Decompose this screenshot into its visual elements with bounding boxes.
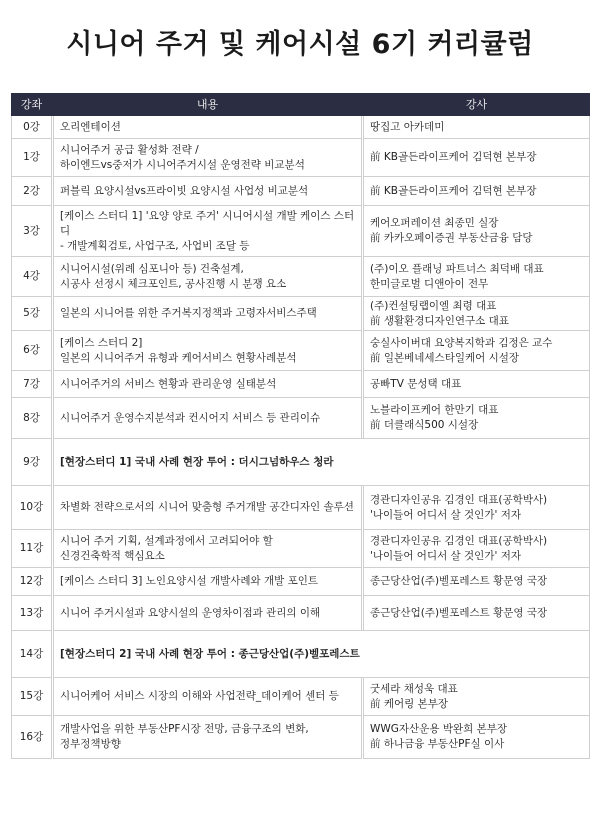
table-row <box>12 486 590 530</box>
session-lecturer <box>364 177 590 206</box>
session-number: 9강 <box>12 439 52 486</box>
session-content <box>54 371 362 398</box>
table-row <box>12 331 590 371</box>
session-lecturer <box>364 297 590 331</box>
session-lecturer <box>364 398 590 439</box>
lecturer-line: 굿세라 채성욱 대표 <box>370 682 458 695</box>
lecturer-line: 前 카카오페이증권 부동산금융 담당 <box>370 232 533 244</box>
session-number: 13강 <box>12 596 52 631</box>
lecturer-line: 前 더클래식500 시설장 <box>370 419 479 431</box>
content-line: 오리엔테이션 <box>60 120 121 133</box>
content-line: 시니어케어 서비스 시장의 이해와 사업전략_데이케어 센터 등 <box>60 690 339 702</box>
content-line: 일본의 시니어를 위한 주거복지정책과 고령자서비스주택 <box>60 307 317 319</box>
page-title: 시니어 주거 및 케어시설 6기 커리큘럼 <box>66 29 534 60</box>
session-content <box>54 206 362 257</box>
content-line: 시니어 주거 기획, 설계과정에서 고려되어야 할 <box>60 534 273 547</box>
table-row <box>12 439 590 486</box>
lecturer-line: (주)이오 플래닝 파트너스 최덕배 대표 <box>370 262 544 275</box>
table-row <box>12 257 590 297</box>
session-number: 14강 <box>12 631 52 678</box>
table-row <box>12 116 590 139</box>
content-line: 하이엔드vs중저가 시니어주거시설 운영전략 비교분석 <box>60 158 305 171</box>
content-line: [케이스 스터디 3] 노인요양시설 개발사례와 개발 포인트 <box>60 575 319 587</box>
session-content <box>54 568 362 596</box>
table-row <box>12 371 590 398</box>
lecturer-line: 前 케어링 본부장 <box>370 697 449 710</box>
lecturer-line: 공빠TV 문성택 대표 <box>370 377 462 390</box>
field-tour-cell: [현장스터디 2] 국내 사례 현장 투어 : 종근당산업(주)벨포레스트 <box>54 631 590 678</box>
content-line: 시공사 선정시 체크포인트, 공사진행 시 분쟁 요소 <box>60 277 287 290</box>
lecturer-line: 前 하나금융 부동산PF실 이사 <box>370 738 505 750</box>
session-number: 10강 <box>12 486 52 530</box>
lecturer-line: 땅집고 아카데미 <box>370 120 445 133</box>
session-lecturer <box>364 568 590 596</box>
session-number: 3강 <box>12 206 52 257</box>
content-line: 시니어시설(위례 심포니아 등) 건축설계, <box>60 262 244 275</box>
session-number: 6강 <box>12 331 52 371</box>
session-number: 2강 <box>12 177 52 206</box>
lecturer-line: '나이들어 어디서 살 것인가' 저자 <box>370 549 521 562</box>
lecturer-line: WWG자산운용 박완희 본부장 <box>370 723 508 735</box>
table-row <box>12 139 590 177</box>
session-lecturer <box>364 716 590 759</box>
session-number: 0강 <box>12 116 52 139</box>
table-row <box>12 716 590 759</box>
session-number: 4강 <box>12 257 52 297</box>
content-line: - 개발계획검토, 사업구조, 사업비 조달 등 <box>60 239 250 252</box>
table-row <box>12 678 590 716</box>
session-number: 12강 <box>12 568 52 596</box>
session-lecturer <box>364 530 590 568</box>
session-lecturer <box>364 206 590 257</box>
session-lecturer <box>364 486 590 530</box>
lecturer-line: 前 일본베네세스타일케어 시설장 <box>370 351 520 364</box>
session-content <box>54 716 362 759</box>
content-line: 차별화 전략으로서의 시니어 맞춤형 주거개발 공간디자인 솔루션 <box>60 501 354 513</box>
session-lecturer <box>364 139 590 177</box>
session-content <box>54 530 362 568</box>
session-lecturer <box>364 257 590 297</box>
session-number: 7강 <box>12 371 52 398</box>
field-tour-cell: [현장스터디 1] 국내 사례 현장 투어 : 더시그넘하우스 청라 <box>54 439 590 486</box>
session-number: 16강 <box>12 716 52 759</box>
content-line: 시니어주거 운영수지분석과 컨시어지 서비스 등 관리이슈 <box>60 411 321 424</box>
content-line: 시니어 주거시설과 요양시설의 운영차이점과 관리의 이해 <box>60 606 321 619</box>
table-row <box>12 398 590 439</box>
session-content <box>54 486 362 530</box>
content-line: 시니어주거의 서비스 현황과 관리운영 실태분석 <box>60 377 277 390</box>
lecturer-line: 숭실사이버대 요양복지학과 김정은 교수 <box>370 336 553 349</box>
table-row <box>12 206 590 257</box>
content-line: [케이스 스터디 1] '요양 양로 주거' 시니어시설 개발 케이스 스터디 <box>60 209 355 237</box>
session-content <box>54 257 362 297</box>
session-content <box>54 297 362 331</box>
lecturer-line: 前 KB골든라이프케어 김덕현 본부장 <box>370 151 537 163</box>
content-line: 일본의 시니어주거 유형과 케어서비스 현황사례분석 <box>60 351 297 364</box>
session-content <box>54 177 362 206</box>
content-line: 개발사업을 위한 부동산PF시장 전망, 금융구조의 변화, <box>60 723 309 735</box>
session-number: 11강 <box>12 530 52 568</box>
lecturer-line: 前 KB골든라이프케어 김덕현 본부장 <box>370 184 537 197</box>
table-row <box>12 297 590 331</box>
table-header-row <box>12 94 590 116</box>
lecturer-line: 종근당산업(주)벨포레스트 황문영 국장 <box>370 606 548 619</box>
session-content <box>54 116 362 139</box>
lecturer-line: (주)컨설팅랩이엘 최령 대표 <box>370 299 497 312</box>
session-content <box>54 596 362 631</box>
session-number: 1강 <box>12 139 52 177</box>
table-row <box>12 596 590 631</box>
content-line: 신경건축학적 핵심요소 <box>60 549 165 562</box>
session-number: 8강 <box>12 398 52 439</box>
table-row <box>12 530 590 568</box>
header-no: 강좌 <box>12 94 52 116</box>
session-content <box>54 398 362 439</box>
lecturer-line: 한미글로벌 디앤아이 전무 <box>370 277 489 290</box>
curriculum-table <box>11 93 590 759</box>
session-lecturer <box>364 331 590 371</box>
content-line: 정부정책방향 <box>60 738 121 750</box>
lecturer-line: 케어오퍼레이션 최종민 실장 <box>370 217 499 229</box>
session-lecturer <box>364 116 590 139</box>
session-number: 5강 <box>12 297 52 331</box>
content-line: 퍼블릭 요양시설vs프라이빗 요양시설 사업성 비교분석 <box>60 184 309 197</box>
session-lecturer <box>364 678 590 716</box>
lecturer-line: 前 생활환경디자인연구소 대표 <box>370 314 509 327</box>
session-number: 15강 <box>12 678 52 716</box>
session-content <box>54 678 362 716</box>
lecturer-line: 경관디자인공유 김경인 대표(공학박사) <box>370 493 548 506</box>
header-lecturer: 강사 <box>364 94 590 116</box>
table-row <box>12 631 590 678</box>
session-lecturer <box>364 596 590 631</box>
session-lecturer <box>364 371 590 398</box>
header-content: 내용 <box>54 94 362 116</box>
table-row <box>12 568 590 596</box>
lecturer-line: 종근당산업(주)벨포레스트 황문영 국장 <box>370 575 548 587</box>
lecturer-line: 노블라이프케어 한만기 대표 <box>370 404 499 416</box>
session-content <box>54 331 362 371</box>
content-line: [케이스 스터디 2] <box>60 336 143 349</box>
table-row <box>12 177 590 206</box>
lecturer-line: 경관디자인공유 김경인 대표(공학박사) <box>370 534 548 547</box>
lecturer-line: '나이들어 어디서 살 것인가' 저자 <box>370 508 521 521</box>
session-content <box>54 139 362 177</box>
content-line: 시니어주거 공급 활성화 전략 / <box>60 143 199 156</box>
